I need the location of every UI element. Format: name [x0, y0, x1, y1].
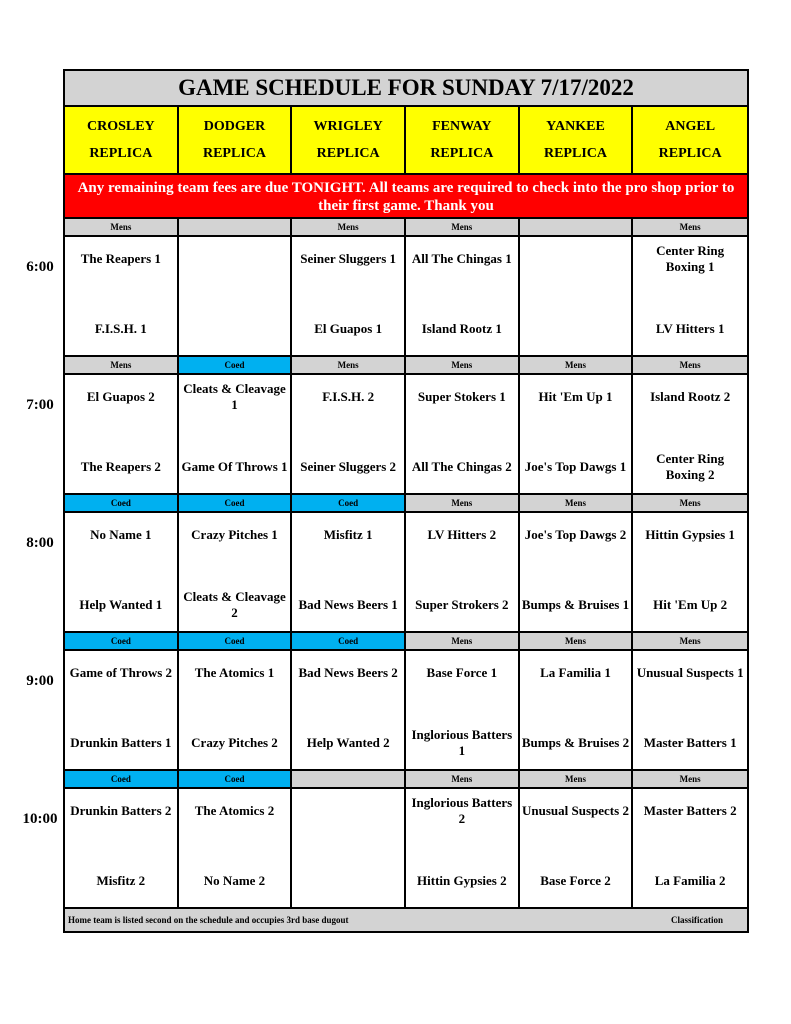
home-team: F.I.S.H. 1 [94, 321, 147, 336]
away-team: F.I.S.H. 2 [322, 389, 375, 404]
away-team: Crazy Pitches 1 [191, 527, 278, 542]
away-team: Unusual Suspects 1 [636, 665, 744, 680]
game-cell [179, 513, 293, 631]
field-sub: REPLICA [202, 145, 266, 161]
game-cell [179, 651, 293, 769]
game-cell [65, 237, 179, 355]
game-cell [179, 237, 293, 355]
field-name: ANGEL [665, 118, 716, 134]
field-header [520, 107, 634, 173]
home-team: La Familia 2 [654, 873, 726, 888]
away-team: Base Force 1 [426, 665, 498, 680]
away-team: Bad News Beers 2 [298, 665, 398, 680]
away-team: No Name 1 [90, 527, 152, 542]
field-sub: REPLICA [316, 145, 380, 161]
field-header-row [65, 107, 747, 175]
away-team [294, 795, 402, 827]
classification-label: Mens [65, 357, 179, 373]
classification-label: Coed [179, 357, 293, 373]
home-team: Help Wanted 1 [79, 597, 163, 612]
game-cell [65, 513, 179, 631]
home-team: Super Strokers 2 [415, 597, 509, 612]
classification-label: Mens [520, 495, 634, 511]
time-slot-row [65, 789, 747, 909]
schedule-title: GAME SCHEDULE FOR SUNDAY 7/17/2022 [65, 71, 747, 107]
time-slot-row [65, 513, 747, 633]
classification-row [65, 357, 747, 375]
away-team: The Reapers 1 [80, 251, 161, 266]
field-header [292, 107, 406, 173]
away-team [522, 243, 630, 275]
home-team: Joe's Top Dawgs 1 [524, 459, 627, 474]
classification-label: Mens [520, 771, 634, 787]
classification-label: Coed [292, 495, 406, 511]
home-team: El Guapos 1 [314, 321, 383, 336]
home-team: Game Of Throws 1 [181, 459, 288, 474]
field-sub: REPLICA [89, 145, 153, 161]
time-slot-row [65, 237, 747, 357]
away-team: Drunkin Batters 2 [70, 803, 172, 818]
field-name: YANKEE [546, 118, 605, 134]
game-cell [65, 789, 179, 907]
field-header [633, 107, 747, 173]
classification-label: Mens [292, 219, 406, 235]
home-team: Hit 'Em Up 2 [653, 597, 728, 612]
game-cell [633, 375, 747, 493]
home-team-note: Home team is listed second on the schedule and occupies 3rd base dugout [68, 915, 349, 925]
away-team: Hittin Gypsies 1 [645, 527, 735, 542]
classification-label: Mens [406, 495, 520, 511]
home-team: Bumps & Bruises 1 [521, 597, 630, 612]
game-cell [292, 375, 406, 493]
home-team: Help Wanted 2 [306, 735, 390, 750]
game-cell [520, 513, 634, 631]
field-name: WRIGLEY [313, 118, 383, 134]
classification-label: Mens [65, 219, 179, 235]
away-team: Game of Throws 2 [69, 665, 173, 680]
away-team: The Atomics 2 [194, 803, 275, 818]
classification-label: Coed [292, 633, 406, 649]
classification-label: Mens [406, 357, 520, 373]
home-team: LV Hitters 1 [655, 321, 725, 336]
classification-label: Mens [292, 357, 406, 373]
field-header [406, 107, 520, 173]
classification-label: Mens [633, 771, 747, 787]
away-team: Island Rootz 2 [650, 389, 731, 404]
away-team: LV Hitters 2 [427, 527, 497, 542]
home-team [522, 313, 630, 345]
classification-label [292, 771, 406, 787]
field-sub: REPLICA [543, 145, 607, 161]
away-team: Hit 'Em Up 1 [538, 389, 613, 404]
classification-label: Coed [179, 495, 293, 511]
home-team: Base Force 2 [540, 873, 611, 888]
game-cell [65, 651, 179, 769]
time-slot-row [65, 651, 747, 771]
home-team [294, 865, 402, 897]
game-cell [633, 237, 747, 355]
game-cell [520, 237, 634, 355]
home-team: Inglorious Batters 1 [411, 727, 513, 758]
away-team: Master Batters 2 [643, 803, 737, 818]
classification-row [65, 771, 747, 789]
classification-row [65, 219, 747, 237]
classification-label: Coed [65, 633, 179, 649]
home-team: Bumps & Bruises 2 [521, 735, 630, 750]
field-sub: REPLICA [430, 145, 494, 161]
classification-label: Mens [633, 357, 747, 373]
field-name: FENWAY [432, 118, 492, 134]
game-cell [292, 513, 406, 631]
classification-label: Coed [65, 771, 179, 787]
game-cell [406, 375, 520, 493]
time-label: 9:00 [26, 673, 54, 689]
home-team: Island Rootz 1 [421, 321, 502, 336]
classification-label: Mens [406, 219, 520, 235]
home-team: No Name 2 [203, 873, 266, 888]
classification-label: Coed [179, 633, 293, 649]
game-cell [292, 237, 406, 355]
away-team: Unusual Suspects 2 [522, 803, 629, 818]
away-team: Cleats & Cleavage 1 [183, 381, 286, 412]
away-team: Super Stokers 1 [417, 389, 506, 404]
game-cell [406, 513, 520, 631]
time-slot-row [65, 375, 747, 495]
away-team: Center Ring Boxing 1 [656, 243, 725, 274]
home-team: Cleats & Cleavage 2 [183, 589, 286, 620]
field-header [65, 107, 179, 173]
game-cell [633, 651, 747, 769]
away-team: Seiner Sluggers 1 [300, 251, 397, 266]
game-cell [179, 375, 293, 493]
home-team: Seiner Sluggers 2 [300, 459, 397, 474]
home-team: Master Batters 1 [643, 735, 737, 750]
home-team: Bad News Beers 1 [298, 597, 398, 612]
classification-label: Mens [520, 633, 634, 649]
classification-row [65, 495, 747, 513]
classification-label [520, 219, 634, 235]
home-team: Center Ring Boxing 2 [656, 451, 725, 482]
schedule-grid [65, 219, 747, 909]
classification-label: Mens [406, 633, 520, 649]
game-cell [633, 513, 747, 631]
schedule-footer [65, 909, 747, 931]
time-label: 6:00 [26, 259, 54, 275]
away-team: The Atomics 1 [194, 665, 275, 680]
field-name: CROSLEY [86, 118, 155, 134]
game-cell [520, 789, 634, 907]
game-cell [65, 375, 179, 493]
game-cell [633, 789, 747, 907]
classification-label: Mens [406, 771, 520, 787]
away-team: La Familia 1 [540, 665, 611, 680]
field-name: DODGER [203, 118, 266, 134]
schedule-sheet [63, 69, 749, 933]
home-team: Misfitz 2 [96, 873, 146, 888]
home-team: All The Chingas 2 [411, 459, 512, 474]
game-cell [292, 789, 406, 907]
fees-notice: Any remaining team fees are due TONIGHT. All teams are required to check into the pro shop prior to their first game. Thank you [65, 175, 747, 219]
time-label: 10:00 [22, 811, 58, 827]
classification-legend: Classification [670, 915, 723, 925]
away-team: Joe's Top Dawgs 2 [524, 527, 627, 542]
game-cell [179, 789, 293, 907]
game-cell [292, 651, 406, 769]
game-cell [520, 651, 634, 769]
field-header [179, 107, 293, 173]
game-cell [406, 237, 520, 355]
classification-label: Mens [633, 219, 747, 235]
classification-row [65, 633, 747, 651]
away-team: Inglorious Batters 2 [411, 795, 513, 826]
classification-label: Coed [65, 495, 179, 511]
home-team: Hittin Gypsies 2 [417, 873, 507, 888]
home-team [181, 313, 289, 345]
field-sub: REPLICA [658, 145, 722, 161]
game-cell [406, 789, 520, 907]
away-team: El Guapos 2 [86, 389, 155, 404]
classification-label [179, 219, 293, 235]
classification-label: Mens [520, 357, 634, 373]
away-team: Misfitz 1 [323, 527, 373, 542]
home-team: Drunkin Batters 1 [70, 735, 172, 750]
time-label: 8:00 [26, 535, 54, 551]
game-cell [406, 651, 520, 769]
game-cell [520, 375, 634, 493]
classification-label: Mens [633, 495, 747, 511]
away-team [181, 243, 289, 275]
time-label: 7:00 [26, 397, 54, 413]
home-team: The Reapers 2 [80, 459, 161, 474]
home-team: Crazy Pitches 2 [191, 735, 278, 750]
classification-label: Coed [179, 771, 293, 787]
classification-label: Mens [633, 633, 747, 649]
away-team: All The Chingas 1 [411, 251, 512, 266]
